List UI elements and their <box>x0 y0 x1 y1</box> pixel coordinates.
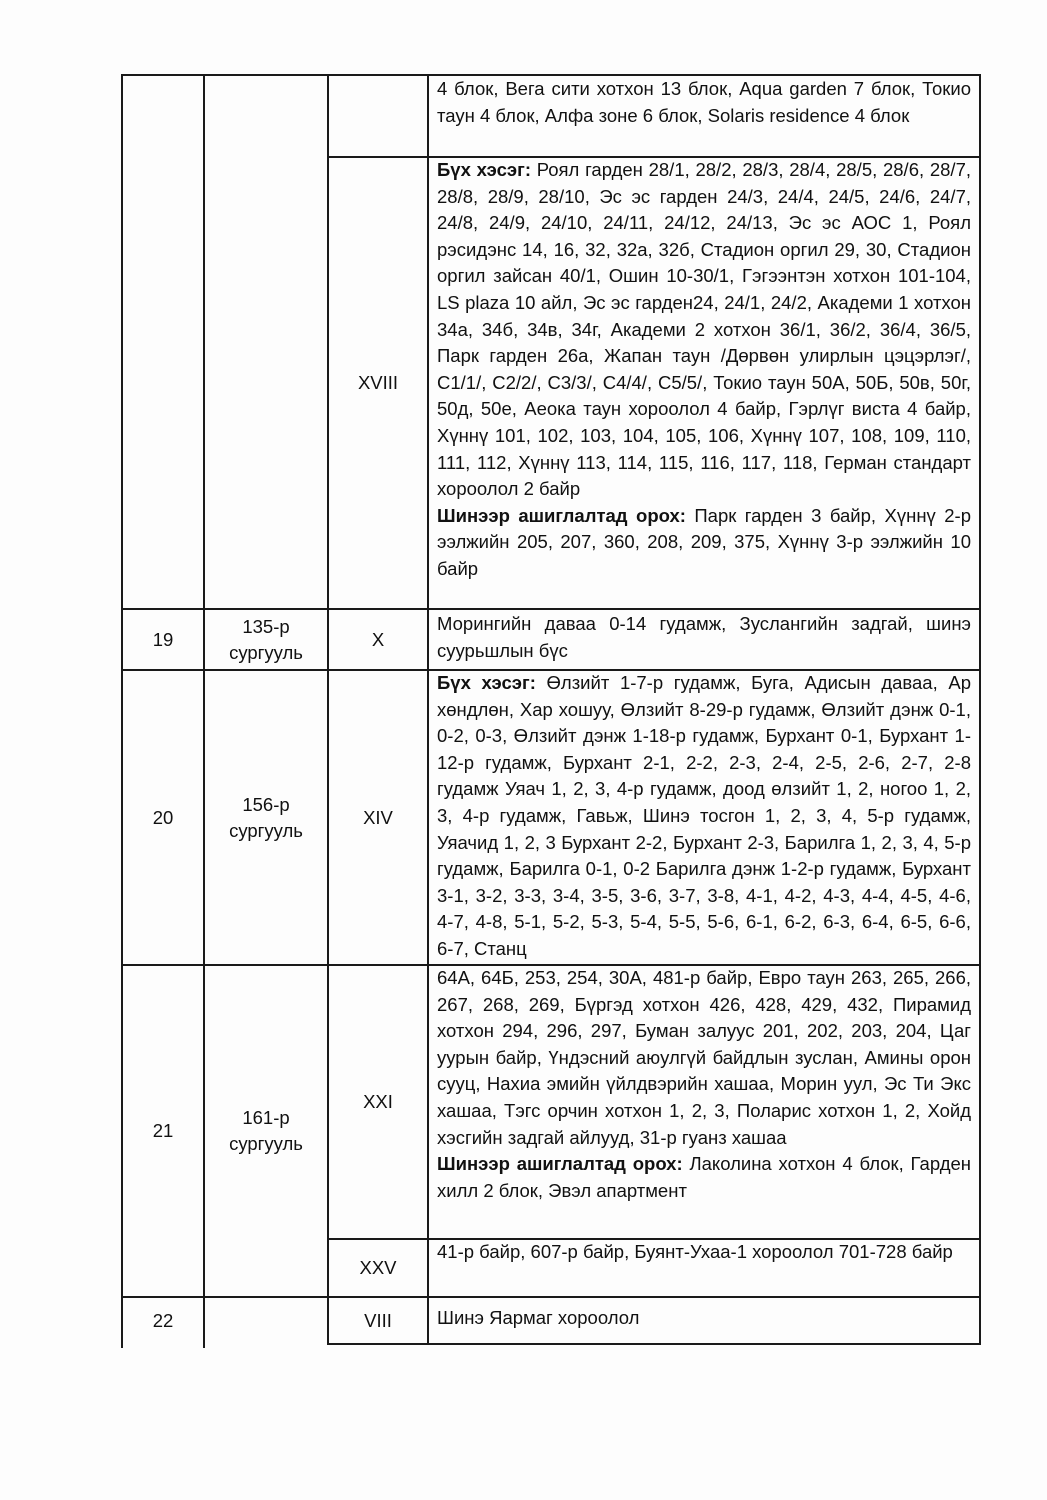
row-number: 22 <box>152 1309 174 1331</box>
row-district: X <box>371 628 385 650</box>
row-number: 21 <box>152 1120 174 1141</box>
row-district: XXI <box>363 1091 393 1112</box>
row-school: 156-р сургууль <box>229 793 303 841</box>
row-district: XIV <box>363 806 393 828</box>
row-school: 135-р сургууль <box>229 615 303 663</box>
row-number: 19 <box>152 628 174 650</box>
row-addresses: 4 блок, Вега сити хотхон 13 блок, Aqua garden 7 блок, Токио таун 4 блок, Алфа зоне 6 блок, Solaris residence 4 блок <box>437 78 971 126</box>
row-divider <box>327 1343 981 1345</box>
column-border <box>979 74 981 1344</box>
row-number: 20 <box>152 806 174 828</box>
row-addresses: Морингийн даваа 0-14 гудамж, Зуслангийн задгай, шинэ суурьшлын бүс <box>437 613 971 661</box>
row-addresses: Бүх хэсэг: Өлзийт 1-7-р гудамж, Буга, Адисын даваа, Ар хөндлөн, Хар хошуу, Өлзийт 8-29-р гудамж, Өлзийт дэнж 0-1, 0-2, 0-3, Өлзийт дэнж 1-18-р гудамж, Бурхант 0-1, Бурхант 1-12-р гудамж, Бурхант 2-1, 2-2, 2-3, 2-4, 2-5, 2-6, 2-7, 2-8 гудамж Уяач 1, 2, 3, 4-р гудамж, доод өлзийт 1, 2, ногоо 1, 2, 3, 4-р гудамж, Гавьж, Шинэ тосгон 1, 2, 3, 4, 5-р гудамж, Уяачид 1, 2, 3 Бурхант 2-2, Бурхант 2-3, Барилга 1, 2, 3, 4, 5-р гудамж, Барилга 0-1, 0-2 Барилга дэнж 1-2-р гудамж, Бурхант 3-1, 3-2, 3-3, 3-4, 3-5, 3-6, 3-7, 3-8, 4-1, 4-2, 4-3, 4-4, 4-5, 4-6, 4-7, 4-8, 5-1, 5-2, 5-3, 5-4, 5-5, 5-6, 6-1, 6-2, 6-3, 6-4, 6-5, 6-6, 6-7, Станц <box>437 672 971 959</box>
row-district: VIII <box>364 1309 392 1331</box>
row-district: XXV <box>359 1257 397 1278</box>
row-addresses: Шинэ Яармаг хороолол <box>437 1307 640 1328</box>
row-addresses: Бүх хэсэг: Роял гарден 28/1, 28/2, 28/3, 28/4, 28/5, 28/6, 28/7, 28/8, 28/9, 28/10, Эс эс гарден 24/3, 24/4, 24/5, 24/6, 24/7, 24/8, 24/9, 24/10, 24/11, 24/12, 24/13, Эс эс АОС 1, Роял рэсидэнс 14, 16, 32, 32а, 32б, Стадион оргил 29, 30, Стадион оргил зайсан 40/1, Ошин 10-30/1, Гэгээнтэн хотхон 101-104, LS plaza 10 айл, Эс эс гарден24, 24/1, 24/2, Академи 1 хотхон 34а, 34б, 34в, 34г, Академи 2 хотхон 36/1, 36/2, 36/4, 36/5, Парк гарден 26а, Жапан таун /Дөрвөн улирлын цэцэрлэг/, С1/1/, С2/2/, С3/3/, С4/4/, С5/5/, Токио таун 50А, 50Б, 50в, 50г, 50д, 50е, Аеока таун хороолол 4 байр, Гэрлүг виста 4 байр, Хүннү 101, 102, 103, 104, 105, 106, Хүннү 107, 108, 109, 110, 111, 112, Хүннү 113, 114, 115, 116, 117, 118, Герман стандарт хороолол 2 байр Шинээр ашиглалтад орох: Парк гарден 3 байр, Хүннү 2-р ээлжийн 205, 207, 360, 208, 209, 375, Хүннү 3-р ээлжийн 10 байр <box>437 159 971 579</box>
row-school: 161-р сургууль <box>229 1107 303 1154</box>
row-addresses: 64А, 64Б, 253, 254, 30А, 481-р байр, Евро таун 263, 265, 266, 267, 268, 269, Бүргэд хотхон 426, 428, 429, 432, Пирамид хотхон 294, 296, 297, Буман залуус 201, 202, 203, 204, Цаг уурын байр, Үндэсний аюулгүй байдлын зуслан, Амины орон сууц, Нахиа эмийн үйлдвэрийн хашаа, Морин уул, Эс Ти Экс хашаа, Тэгс орчин хотхон 1, 2, 3, Поларис хотхон 1, 2, Хойд хэсгийн задгай айлууд, 31-р гуанз хашаа Шинээр ашиглалтад орох: Лаколина хотхон 4 блок, Гарден хилл 2 блок, Эвэл апартмент <box>437 967 971 1201</box>
row-addresses: 41-р байр, 607-р байр, Буянт-Ухаа-1 хороолол 701-728 байр <box>437 1241 953 1262</box>
row-district: XVIII <box>357 372 399 393</box>
column-border <box>427 74 429 1344</box>
row-divider <box>121 1296 981 1298</box>
